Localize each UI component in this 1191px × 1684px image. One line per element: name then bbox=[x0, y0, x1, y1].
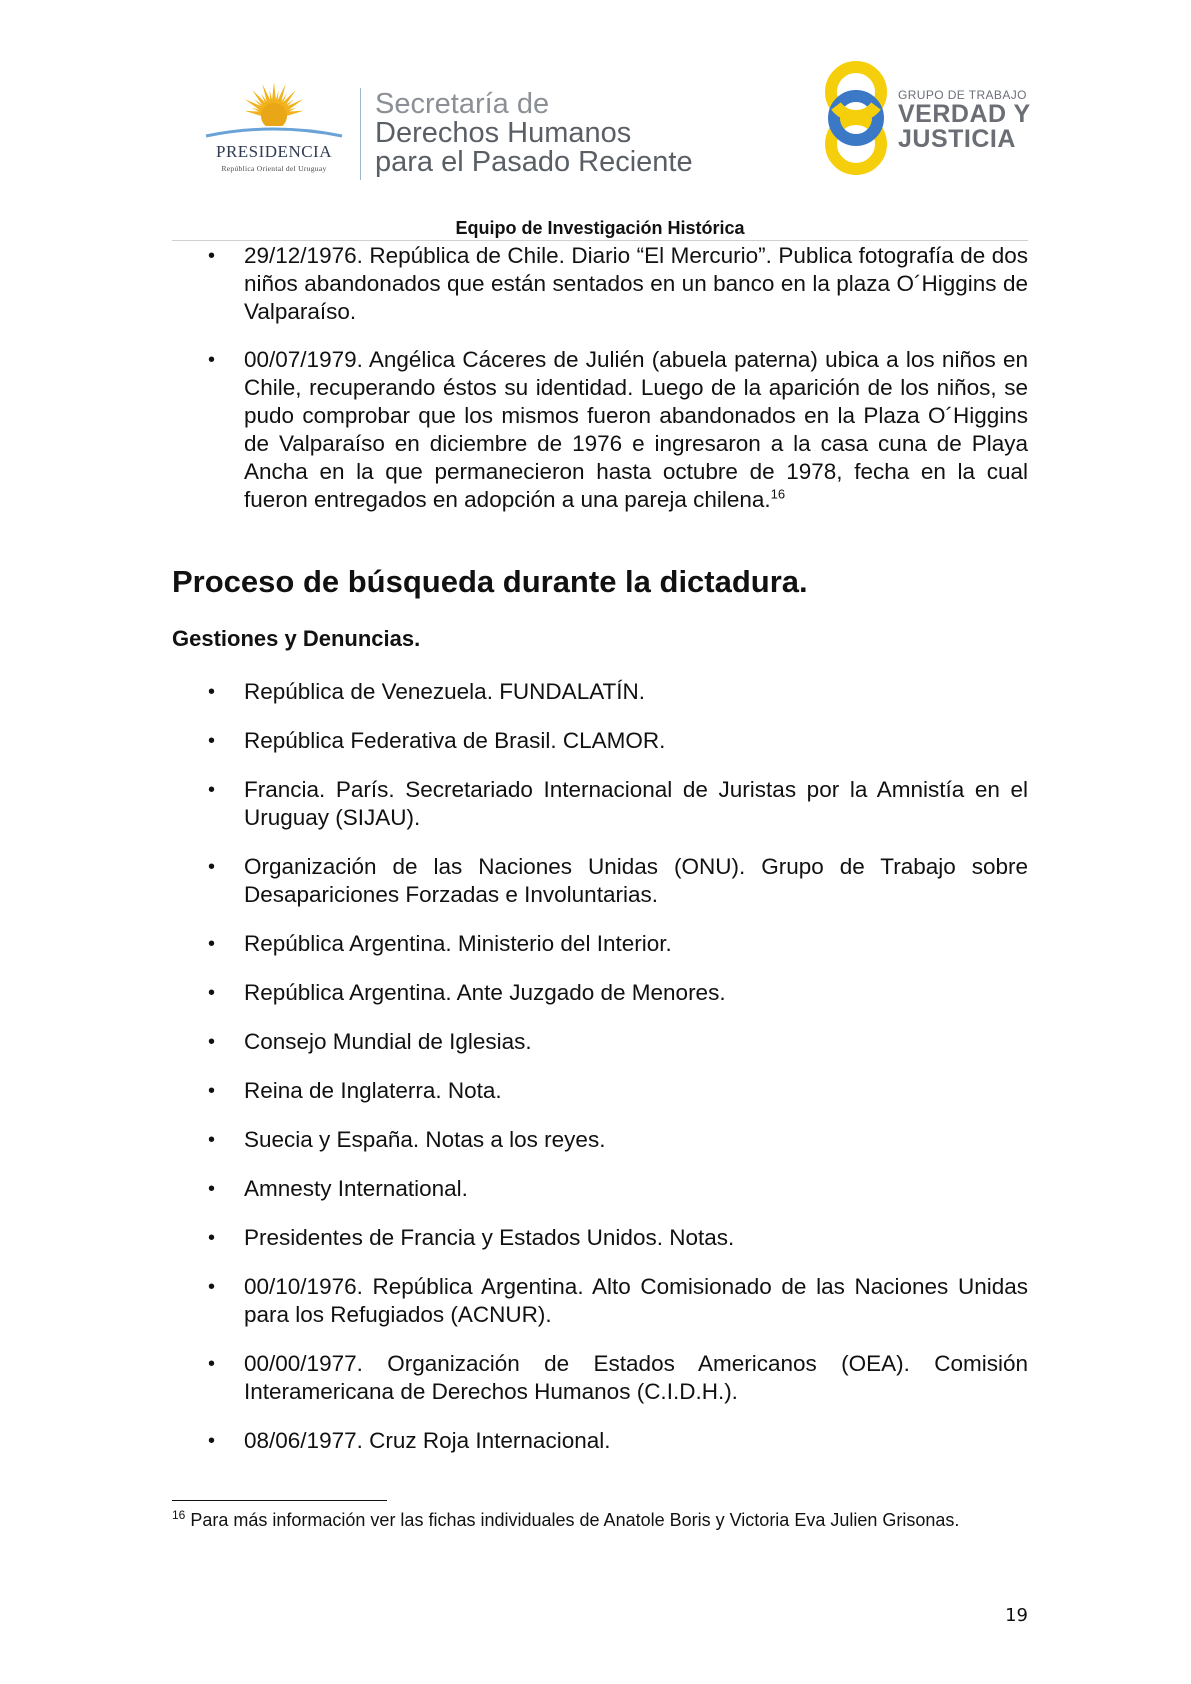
list-item: • 08/06/1977. Cruz Roja Internacional. bbox=[172, 1427, 1028, 1455]
footnote bbox=[172, 1508, 1028, 1532]
list-item: • República Argentina. Ministerio del Interior. bbox=[172, 930, 1028, 958]
list-item: • República Federativa de Brasil. CLAMOR. bbox=[172, 727, 1028, 755]
list-item-text: 29/12/1976. República de Chile. Diario “El Mercurio”. Publica fotografía de dos niños abandonados que están sentados en un banco en la plaza O´Higgins de Valparaíso. bbox=[244, 243, 1028, 324]
verdad-justicia-wordmark bbox=[898, 88, 1031, 152]
list-item: • 00/10/1976. República Argentina. Alto Comisionado de las Naciones Unidas para los Refugiados (ACNUR). bbox=[172, 1273, 1028, 1329]
header-divider bbox=[360, 88, 361, 180]
presidencia-logo bbox=[196, 80, 352, 176]
footnote-text: Para más información ver las fichas individuales de Anatole Boris y Victoria Eva Julien Grisonas. bbox=[185, 1510, 960, 1530]
secretaria-line-1: Secretaría de bbox=[375, 88, 550, 120]
page-number: 19 bbox=[1005, 1605, 1028, 1626]
gtvj-line-1: VERDAD Y bbox=[898, 100, 1031, 128]
list-item: • Organización de las Naciones Unidas (ONU). Grupo de Trabajo sobre Desapariciones Forzadas e Involuntarias. bbox=[172, 853, 1028, 909]
list-item: • República Argentina. Ante Juzgado de Menores. bbox=[172, 979, 1028, 1007]
presidencia-subtitle: República Oriental del Uruguay bbox=[221, 164, 327, 173]
header-rule bbox=[172, 240, 1028, 241]
team-heading: Equipo de Investigación Histórica bbox=[455, 218, 745, 238]
secretaria-line-3: para el Pasado Reciente bbox=[375, 146, 693, 178]
list-item: • Presidentes de Francia y Estados Unidos. Notas. bbox=[172, 1224, 1028, 1252]
list-item: • Amnesty International. bbox=[172, 1175, 1028, 1203]
footnote-ref: 16 bbox=[770, 486, 786, 502]
secretaria-title bbox=[375, 90, 693, 177]
list-item bbox=[172, 242, 1028, 326]
list-item: • Consejo Mundial de Iglesias. bbox=[172, 1028, 1028, 1056]
list-item: • República de Venezuela. FUNDALATÍN. bbox=[172, 678, 1028, 706]
list-item: • Suecia y España. Notas a los reyes. bbox=[172, 1126, 1028, 1154]
list-item: • Francia. París. Secretariado Internacional de Juristas por la Amnistía en el Uruguay (SIJAU). bbox=[172, 776, 1028, 832]
subsection-title: Gestiones y Denuncias. bbox=[172, 626, 421, 651]
chronology-list bbox=[172, 242, 1028, 534]
footnote-number: 16 bbox=[172, 1508, 186, 1522]
footnote-rule bbox=[172, 1500, 387, 1501]
section-title: Proceso de búsqueda durante la dictadura. bbox=[172, 564, 808, 599]
list-item-text: 00/07/1979. Angélica Cáceres de Julién (abuela paterna) ubica a los niños en Chile, recuperando éstos su identidad. Luego de la aparición de los niños, se pudo comprobar que los mismos fueron abandonados en la Plaza O´Higgins de Valparaíso en diciembre de 1976 e ingresaron a la casa cuna de Playa Ancha en la que permanecieron hasta octubre de 1978, fecha en la cual fueron entregados en adopción a una pareja chilena. bbox=[244, 347, 1028, 512]
list-item: • 00/00/1977. Organización de Estados Americanos (OEA). Comisión Interamericana de Derechos Humanos (C.I.D.H.). bbox=[172, 1350, 1028, 1406]
gtvj-small-label: GRUPO DE TRABAJO bbox=[898, 88, 1027, 102]
secretaria-line-2: Derechos Humanos bbox=[375, 117, 632, 149]
presidencia-name: PRESIDENCIA bbox=[215, 142, 332, 161]
gtvj-line-2: JUSTICIA bbox=[898, 125, 1016, 153]
sun-emblem-icon bbox=[196, 80, 352, 144]
list-item: • Reina de Inglaterra. Nota. bbox=[172, 1077, 1028, 1105]
list-item bbox=[172, 346, 1028, 514]
gestiones-list bbox=[172, 678, 1028, 1476]
